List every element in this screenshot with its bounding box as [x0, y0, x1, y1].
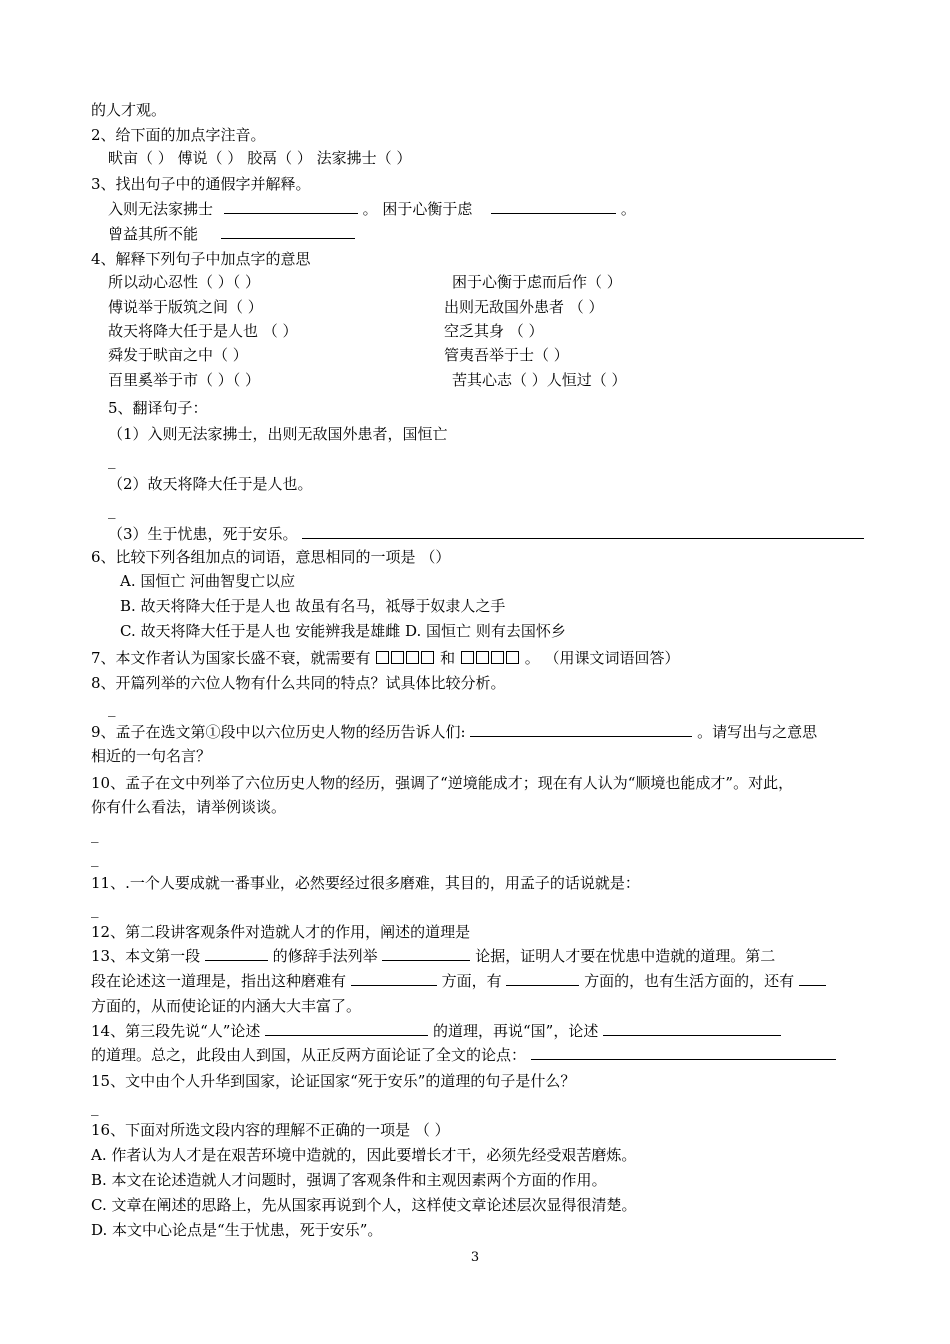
text: 段在论述这一道理是，指出这种磨难有: [91, 972, 347, 990]
q4-item: 故天将降大任于是人也 （ ）: [108, 322, 298, 340]
question-12: 12、第二段讲客观条件对造就人才的作用，阐述的道理是: [91, 923, 471, 941]
q16-option-d: D. 本文中心论点是“生于忧患，死于安乐”。: [91, 1221, 383, 1239]
question-10-cont: 你有什么看法，请举例谈谈。: [91, 798, 287, 816]
answer-box[interactable]: [376, 651, 389, 664]
question-9: [91, 722, 817, 742]
q4-item: 管夷吾举于士（ ）: [444, 346, 569, 364]
answer-box[interactable]: [476, 651, 489, 664]
answer-blank[interactable]: [491, 199, 616, 214]
question-15: 15、文中由个人升华到国家，论证国家“死于安乐”的道理的句子是什么？: [91, 1072, 576, 1090]
question-16: 16、下面对所选文段内容的理解不正确的一项是 （ ）: [91, 1121, 450, 1139]
page-number: 3: [470, 1250, 480, 1265]
answer-line[interactable]: _: [108, 451, 116, 469]
answer-blank[interactable]: [470, 722, 692, 737]
answer-box[interactable]: [491, 651, 504, 664]
question-13: [91, 946, 775, 966]
text-line: 的人才观。: [91, 101, 167, 119]
text: 的道理。总之，此段由人到国，从正反两方面论证了全文的论点：: [91, 1046, 527, 1064]
text: 。: [620, 200, 636, 218]
text: 方面，有: [441, 972, 502, 990]
question-14: [91, 1021, 781, 1041]
q4-item: 所以动心忍性（ ）（ ）: [108, 273, 261, 291]
text: 。请写出与之意思: [697, 723, 818, 741]
q6-option-b: B. 故天将降大任于是人也 故虽有名马，祗辱于奴隶人之手: [120, 597, 506, 615]
q4-item: 苦其心志（ ）人恒过（ ）: [452, 371, 627, 389]
answer-line[interactable]: _: [91, 849, 99, 867]
answer-line[interactable]: _: [91, 825, 99, 843]
q4-item: 空乏其身 （ ）: [444, 322, 544, 340]
q6-option-c-d: C. 故天将降大任于是人也 安能辨我是雄雌 D. 国恒亡 则有去国怀乡: [120, 622, 566, 640]
question-9-cont: 相近的一句名言？: [91, 747, 212, 765]
answer-blank[interactable]: [224, 199, 358, 214]
answer-blank[interactable]: [351, 971, 437, 986]
q16-option-b: B. 本文在论述造就人才问题时，强调了客观条件和主观因素两个方面的作用。: [91, 1171, 607, 1189]
answer-blank[interactable]: [265, 1021, 428, 1036]
text: 的道理，再说“国”，论述: [433, 1022, 599, 1040]
answer-box[interactable]: [506, 651, 519, 664]
q5-sentence-2: （2）故天将降大任于是人也。: [108, 475, 313, 493]
text: 论据，证明人才要在忧患中造就的道理。第二: [475, 947, 776, 965]
q16-option-a: A. 作者认为人才是在艰苦环境中造就的，因此要增长才干，必须先经受艰苦磨炼。: [91, 1146, 637, 1164]
question-13-cont: 方面的，从而使论证的内涵大大丰富了。: [91, 997, 362, 1015]
answer-line[interactable]: _: [91, 1098, 99, 1116]
answer-blank[interactable]: [603, 1021, 781, 1036]
q4-item: 困于心衡于虑而后作（ ）: [452, 273, 622, 291]
q5-sentence-1: （1）入则无法家拂士，出则无敌国外患者，国恒亡: [108, 425, 448, 443]
answer-blank[interactable]: [799, 971, 826, 986]
answer-blank[interactable]: [382, 946, 470, 961]
answer-line[interactable]: _: [108, 699, 116, 717]
question-5: 5、翻译句子：: [108, 399, 208, 417]
question-13-cont: [91, 971, 826, 991]
text: （3）生于忧患，死于安乐。: [108, 525, 298, 543]
q6-option-a: A. 国恒亡 河曲智叟亡以应: [120, 572, 296, 590]
text: 入则无法家拂士: [108, 200, 214, 218]
answer-box[interactable]: [421, 651, 434, 664]
text: 7、本文作者认为国家长盛不衰，就需要有: [91, 649, 371, 667]
text: 9、孟子在选文第①段中以六位历史人物的经历告诉人们:: [91, 723, 466, 741]
text: 14、第三段先说“人”论述: [91, 1022, 261, 1040]
question-7: [91, 648, 679, 668]
question-2: 2、给下面的加点字注音。: [91, 126, 266, 144]
text: 方面的，也有生活方面的，还有: [584, 972, 795, 990]
text: 和: [440, 649, 456, 667]
answer-box[interactable]: [461, 651, 474, 664]
question-2-items: 畎亩（ ） 傅说（ ） 胶鬲（ ） 法家拂士（ ）: [108, 149, 412, 167]
text: 13、本文第一段: [91, 947, 201, 965]
text: 曾益其所不能: [108, 225, 199, 243]
answer-box[interactable]: [406, 651, 419, 664]
q16-option-c: C. 文章在阐述的思路上，先从国家再说到个人，这样使文章论述层次显得很清楚。: [91, 1196, 637, 1214]
question-11: 11、.一个人要成就一番事业，必然要经过很多磨难，其目的，用孟子的话说就是：: [91, 874, 640, 892]
question-4: 4、解释下列句子中加点字的意思: [91, 250, 311, 268]
text: 。 （用课文词语回答）: [524, 649, 680, 667]
answer-blank[interactable]: [506, 971, 579, 986]
question-3-line-1: [108, 199, 636, 219]
q4-item: 百里奚举于市（ ）（ ）: [108, 371, 261, 389]
answer-blank[interactable]: [531, 1045, 836, 1060]
q4-item: 出则无敌国外患者 （ ）: [444, 298, 604, 316]
answer-blank[interactable]: [221, 224, 355, 239]
answer-box[interactable]: [391, 651, 404, 664]
question-14-cont: [91, 1045, 836, 1065]
answer-line[interactable]: _: [108, 501, 116, 519]
question-10: 10、孟子在文中列举了六位历史人物的经历，强调了“逆境能成才；现在有人认为“顺境也能成才”。对此，: [91, 774, 794, 792]
text: 。 困于心衡于虑: [362, 200, 473, 218]
answer-blank[interactable]: [205, 946, 268, 961]
question-8: 8、开篇列举的六位人物有什么共同的特点？试具体比较分析。: [91, 674, 506, 692]
question-3-line-2: [108, 224, 355, 244]
text: 的修辞手法列举: [272, 947, 378, 965]
answer-blank[interactable]: [302, 524, 864, 539]
q4-item: 舜发于畎亩之中（ ）: [108, 346, 248, 364]
q5-sentence-3: [108, 524, 864, 544]
question-6: 6、比较下列各组加点的词语，意思相同的一项是 （）: [91, 548, 451, 566]
answer-line[interactable]: _: [91, 900, 99, 918]
question-3: 3、找出句子中的通假字并解释。: [91, 175, 311, 193]
q4-item: 傅说举于版筑之间（ ）: [108, 298, 263, 316]
